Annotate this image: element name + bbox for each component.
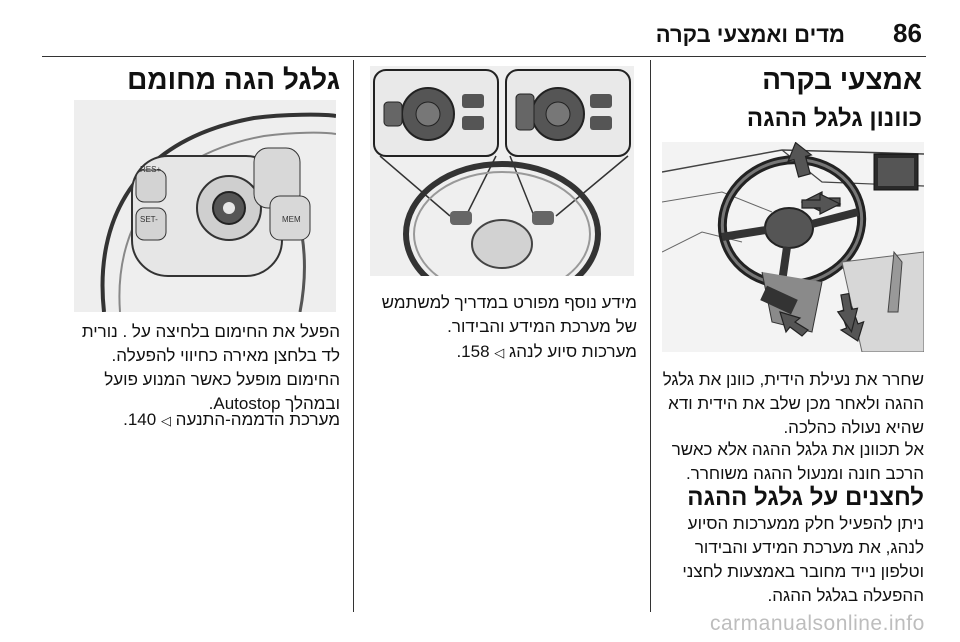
- paragraph-steering-buttons: ניתן להפעיל חלק ממערכות הסיוע לנהג, את מערכת המידע והבידור וטלפון נייד מחובר באמצעות לחצני ההפעלה בגלגל ההגה.: [682, 514, 924, 605]
- page-number: 86: [893, 18, 922, 48]
- paragraph-stop-start-ref: מערכת הדממה-התנעה ◁ 140.: [123, 410, 340, 429]
- column-divider-left: [353, 60, 354, 612]
- section-title-controls: אמצעי בקרה: [762, 64, 922, 95]
- paragraph-unlock-lever: שחרר את נעילת הידית, כוונן את גלגל ההגה ולאחר מכן שלב את הידית ודא שהיא נעולה כהלכה.: [662, 370, 924, 437]
- mem-button-label: MEM: [282, 215, 301, 224]
- heated-wheel-figure: [74, 100, 336, 312]
- page-header: [0, 0, 960, 56]
- page-ref-arrow-icon: ◁: [160, 413, 171, 428]
- paragraph-heated-wheel-activate: הפעל את החימום בלחיצה על . נורית לד בלחצן מאירה כחיווי להפעלה.: [81, 322, 340, 365]
- paragraph-adjust-warning: אל תכוונן את גלגל ההגה אלא כאשר הרכב חונה ומנעול ההגה משוחרר.: [671, 440, 924, 483]
- paragraph-driver-assistance-ref: מערכות סיוע לנהג ◁ 158.: [456, 342, 637, 361]
- steering-adjust-illustration: [662, 142, 924, 352]
- subsection-title-steering-adjust: כוונון גלגל ההגה: [746, 105, 922, 132]
- driver-assistance-page-ref[interactable]: 158: [461, 342, 490, 361]
- steering-adjust-figure: [662, 142, 924, 352]
- res-button-label: RES+: [140, 165, 162, 174]
- paragraph-infotainment-manual: מידע נוסף מפורט במדריך למשתמש של מערכת המידע והבידור.: [381, 293, 637, 336]
- page-ref-arrow-icon: ◁: [494, 345, 505, 360]
- stop-start-page-ref[interactable]: 140: [127, 410, 157, 429]
- section-title-heated-wheel: גלגל הגה מחומם: [127, 64, 340, 95]
- set-button-label: SET-: [140, 215, 158, 224]
- watermark: carmanualsonline.info: [710, 612, 925, 635]
- heated-wheel-illustration: [74, 100, 336, 312]
- paragraph-heated-wheel-autostop: החימום מופעל כאשר המנוע פועל ובמהלך Autostop.: [104, 370, 340, 413]
- running-title: מדים ואמצעי בקרה: [655, 22, 845, 47]
- column-divider-right: [650, 60, 651, 612]
- steering-buttons-figure: [370, 66, 634, 276]
- section-title-steering-buttons: לחצנים על גלגל ההגה: [687, 484, 924, 511]
- driver-assistance-text: מערכות סיוע לנהג: [509, 342, 637, 361]
- header-divider: [42, 56, 926, 57]
- steering-buttons-illustration: [370, 66, 634, 276]
- stop-start-text: מערכת הדממה-התנעה: [175, 410, 340, 429]
